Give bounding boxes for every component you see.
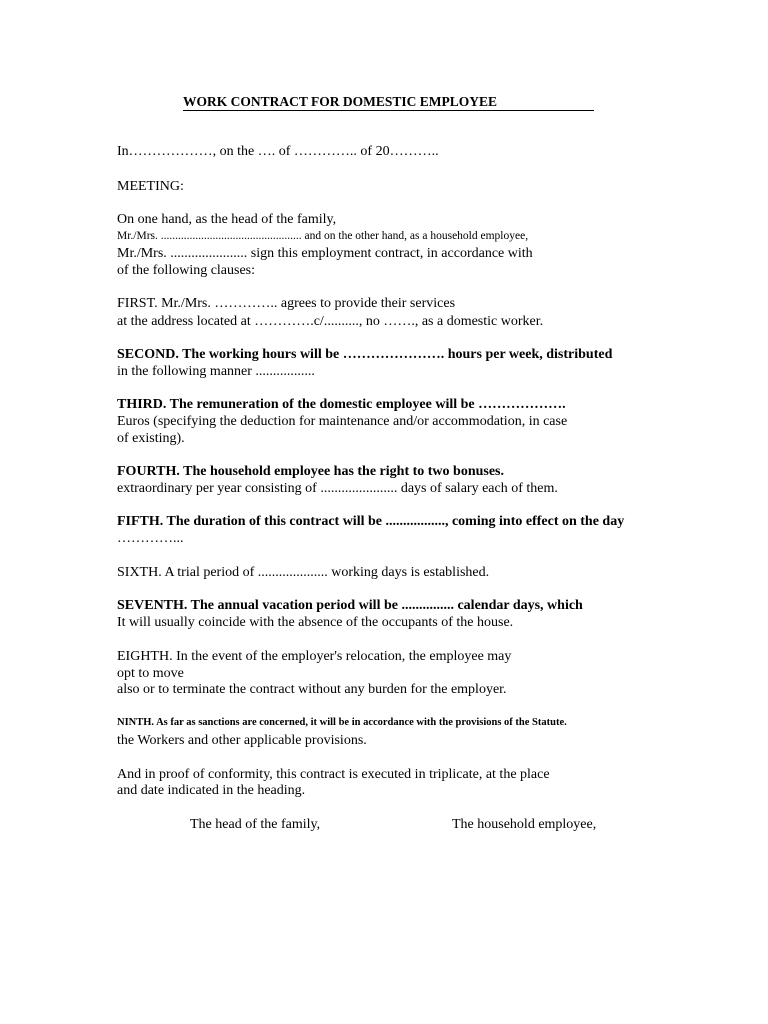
signature-employee-label: The household employee, bbox=[452, 817, 597, 832]
clause-third-line-2: Euros (specifying the deduction for maintenance and/or accommodation, in case bbox=[117, 414, 568, 429]
clause-eighth-line-3: also or to terminate the contract without any burden for the employer. bbox=[117, 682, 507, 697]
clause-third-line-3: of existing). bbox=[117, 431, 185, 446]
clause-fifth-line-2: …………... bbox=[117, 531, 184, 546]
clause-sixth: SIXTH. A trial period of .................... working days is established. bbox=[117, 565, 490, 580]
clause-eighth-line-1: EIGHTH. In the event of the employer's relocation, the employee may bbox=[117, 649, 512, 664]
clause-eighth-line-2: opt to move bbox=[117, 666, 184, 681]
closing-line-2: and date indicated in the heading. bbox=[117, 783, 306, 798]
parties-line-2: Mr./Mrs. ................................................. and on the other hand, as a household employee, bbox=[117, 230, 529, 242]
clause-seventh-line-1: SEVENTH. The annual vacation period will be ............... calendar days, which bbox=[117, 598, 583, 613]
clause-fourth-line-1: FOURTH. The household employee has the right to two bonuses. bbox=[117, 464, 505, 479]
clause-fifth-line-1: FIFTH. The duration of this contract will be ................., coming into effect on the day bbox=[117, 514, 625, 529]
clause-first-line-1: FIRST. Mr./Mrs. ………….. agrees to provide their services bbox=[117, 296, 456, 311]
closing-line-1: And in proof of conformity, this contract is executed in triplicate, at the place bbox=[117, 767, 550, 782]
parties-line-3: Mr./Mrs. ...................... sign this employment contract, in accordance with bbox=[117, 246, 533, 261]
clause-ninth-line-2: the Workers and other applicable provisions. bbox=[117, 733, 367, 748]
clause-second-line-2: in the following manner ................. bbox=[117, 364, 315, 379]
meeting-heading: MEETING: bbox=[117, 179, 184, 194]
document-title: WORK CONTRACT FOR DOMESTIC EMPLOYEE bbox=[183, 94, 594, 111]
signature-employer-label: The head of the family, bbox=[190, 817, 321, 832]
clause-fourth-line-2: extraordinary per year consisting of ...................... days of salary each of them. bbox=[117, 481, 558, 496]
clause-ninth-line-1: NINTH. As far as sanctions are concerned, it will be in accordance with the provisions of the Statute. bbox=[117, 717, 567, 728]
clause-seventh-line-2: It will usually coincide with the absence of the occupants of the house. bbox=[117, 615, 514, 630]
parties-line-1: On one hand, as the head of the family, bbox=[117, 212, 337, 227]
clause-first-line-2: at the address located at ………….c/.........., no ……., as a domestic worker. bbox=[117, 314, 544, 329]
parties-line-4: of the following clauses: bbox=[117, 263, 256, 278]
clause-third-line-1: THIRD. The remuneration of the domestic employee will be ………………. bbox=[117, 397, 566, 412]
clause-second-line-1: SECOND. The working hours will be …………………. hours per week, distributed bbox=[117, 347, 613, 362]
intro-line: In………………, on the …. of ………….. of 20……….. bbox=[117, 144, 439, 159]
